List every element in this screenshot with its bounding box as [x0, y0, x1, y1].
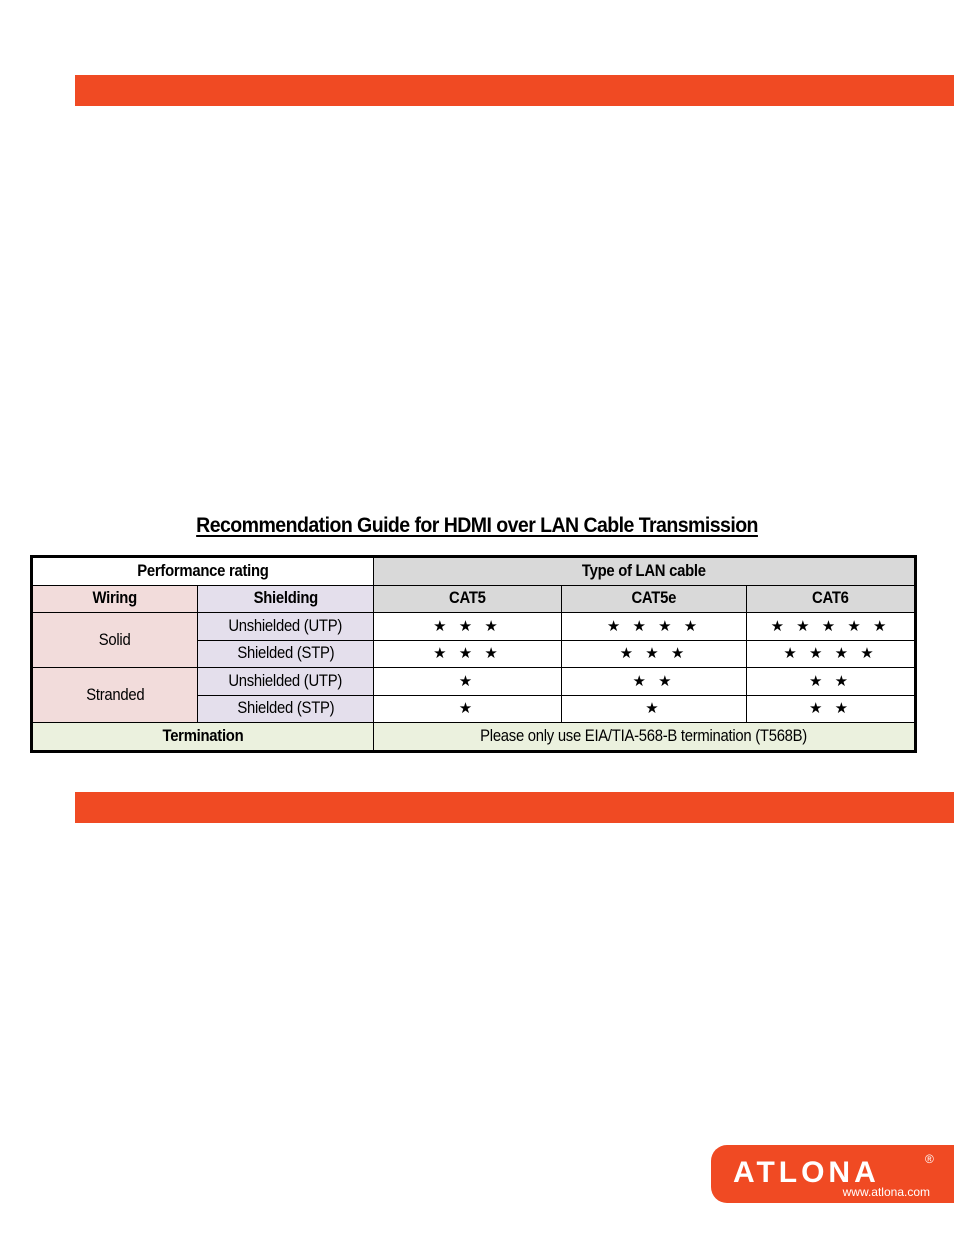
- table-title-text: Recommendation Guide for HDMI over LAN Cable Transmission: [196, 514, 758, 537]
- rating-cell: ★: [374, 695, 562, 723]
- table-subheader-row: [32, 585, 916, 613]
- cable-type-cat5e: CAT5e: [562, 585, 747, 613]
- recommendation-table: [30, 555, 917, 753]
- rating-cell: ★ ★ ★ ★ ★: [747, 613, 916, 641]
- table-row: [32, 668, 916, 696]
- cable-type-cat5: CAT5: [374, 585, 562, 613]
- rating-cell: ★ ★: [747, 668, 916, 696]
- atlona-logo: [711, 1145, 954, 1203]
- table-title: [0, 514, 954, 538]
- rating-cell: ★ ★ ★ ★: [562, 613, 747, 641]
- shielding-cell: Unshielded (UTP): [198, 668, 374, 696]
- shielding-cell: Unshielded (UTP): [198, 613, 374, 641]
- termination-label: Termination: [32, 723, 374, 752]
- logo-url: www.atlona.com: [842, 1185, 930, 1199]
- rating-cell: ★: [374, 668, 562, 696]
- rating-cell: ★: [562, 695, 747, 723]
- performance-rating-header: Performance rating: [32, 557, 374, 586]
- rating-cell: ★ ★: [747, 695, 916, 723]
- rating-cell: ★ ★: [562, 668, 747, 696]
- wiring-stranded: Stranded: [32, 668, 198, 723]
- rating-cell: ★ ★ ★ ★: [747, 640, 916, 668]
- rating-cell: ★ ★ ★: [374, 640, 562, 668]
- section-header-bar-top: [75, 75, 954, 106]
- termination-row: [32, 723, 916, 752]
- wiring-header: Wiring: [32, 585, 198, 613]
- shielding-cell: Shielded (STP): [198, 640, 374, 668]
- table-header-row: [32, 557, 916, 586]
- termination-value: Please only use EIA/TIA-568-B termination (T568B): [374, 723, 916, 752]
- registered-mark: ®: [925, 1152, 934, 1166]
- cable-type-cat6: CAT6: [747, 585, 916, 613]
- rating-cell: ★ ★ ★: [374, 613, 562, 641]
- shielding-cell: Shielded (STP): [198, 695, 374, 723]
- wiring-solid: Solid: [32, 613, 198, 668]
- table-row: [32, 613, 916, 641]
- rating-cell: ★ ★ ★: [562, 640, 747, 668]
- lan-cable-type-header: Type of LAN cable: [374, 557, 916, 586]
- logo-brand-text: ATLONA: [733, 1156, 880, 1189]
- section-header-bar-bottom: [75, 792, 954, 823]
- shielding-header: Shielding: [198, 585, 374, 613]
